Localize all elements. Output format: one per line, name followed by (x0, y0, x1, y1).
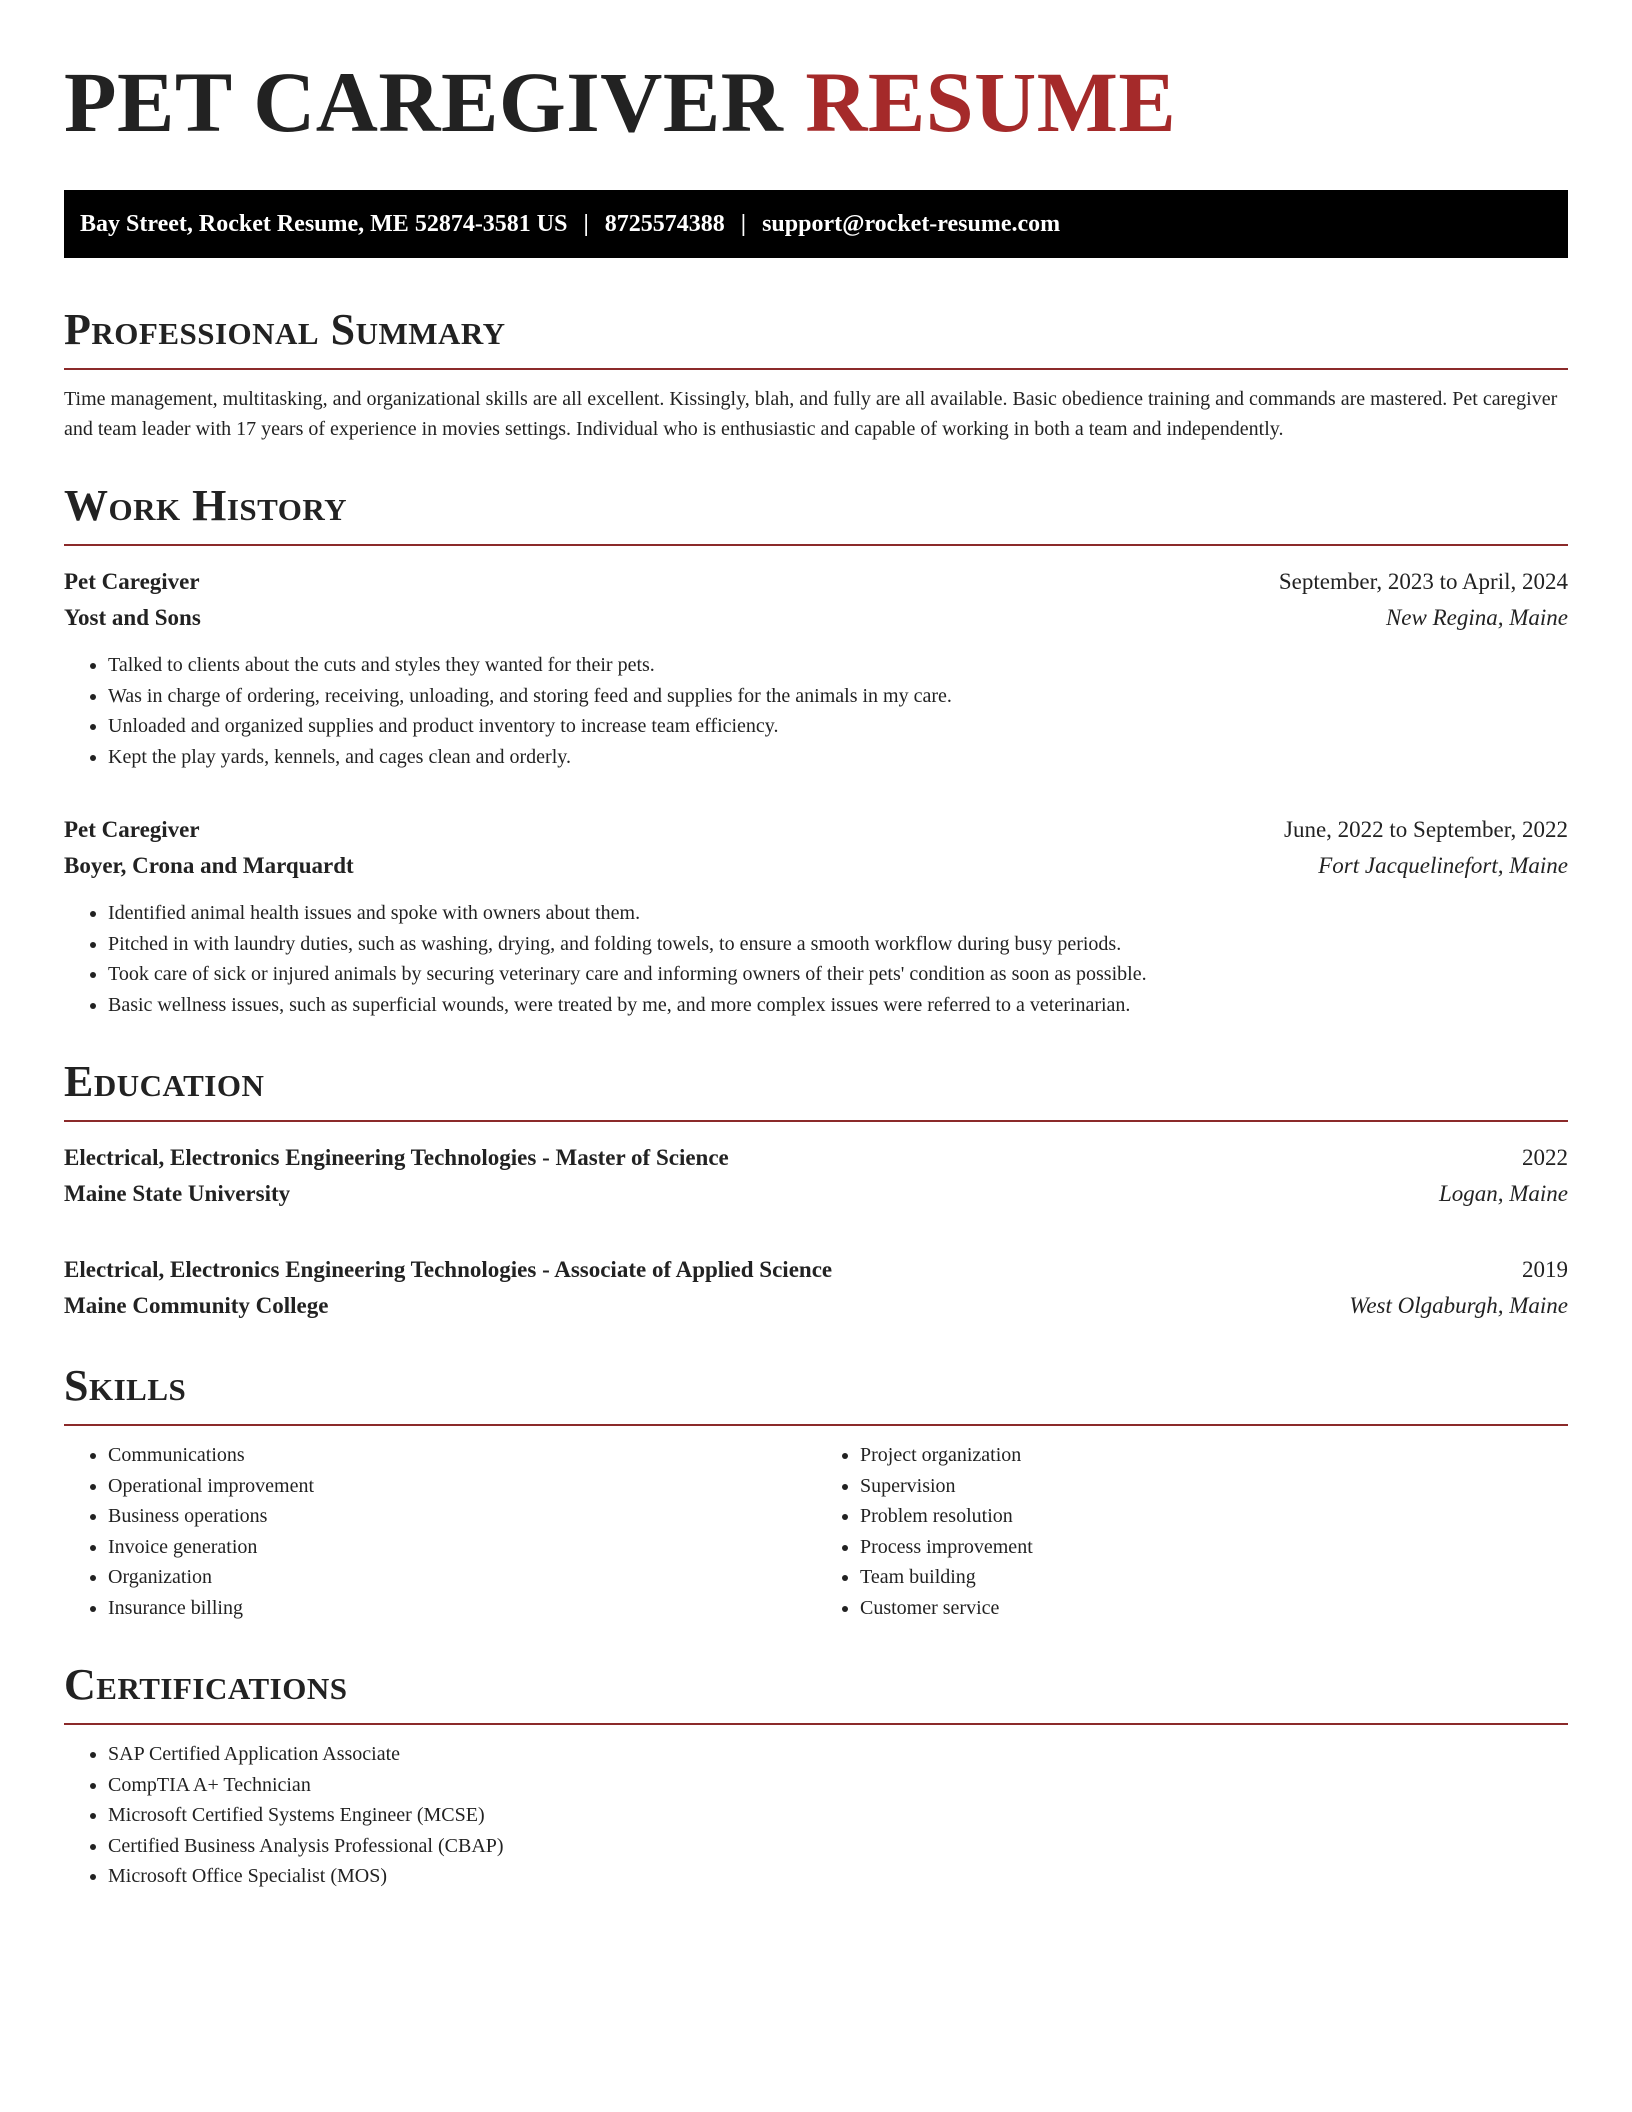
job-duty: • Pitched in with laundry duties, such as washing, drying, and folding towels, to ensure a smooth workflow during busy periods. (108, 929, 1568, 960)
job-title: Pet Caregiver (64, 817, 200, 842)
education-entry (64, 1140, 1568, 1212)
job-location: Fort Jacquelinefort, Maine (1318, 853, 1568, 878)
certification-item: • Microsoft Office Specialist (MOS) (108, 1861, 1568, 1892)
skill-item: • Invoice generation (108, 1532, 816, 1563)
job-duty: • Took care of sick or injured animals by securing veterinary care and informing owners of their pets' condition as soon as possible. (108, 959, 1568, 990)
job-entry (64, 812, 1568, 1020)
skill-item: • Operational improvement (108, 1471, 816, 1502)
education-heading: Education (64, 1056, 1568, 1122)
contact-separator: | (583, 210, 589, 237)
job-duty: • Unloaded and organized supplies and product inventory to increase team efficiency. (108, 711, 1568, 742)
education-header-row (64, 1140, 1568, 1176)
job-duty: • Was in charge of ordering, receiving, unloading, and storing feed and supplies for the animals in my care. (108, 681, 1568, 712)
summary-text: Time management, multitasking, and organizational skills are all excellent. Kissingly, blah, and fully are all available. Basic obedience training and commands are mastered. Pet caregiver and team leader with 17 years of experience in movies settings. Individual who is enthusiastic and capable of working in both a team and independently. (64, 388, 1558, 440)
title-accent: RESUME (805, 54, 1177, 150)
skill-item: • Team building (860, 1562, 1568, 1593)
certifications-list (64, 1739, 1568, 1892)
summary-section (64, 304, 1568, 444)
job-duties-list (64, 898, 1568, 1020)
job-title: Pet Caregiver (64, 569, 200, 594)
contact-bar (64, 190, 1568, 258)
job-company-row (64, 600, 1568, 636)
contact-email: support@rocket-resume.com (762, 210, 1061, 237)
education-school: Maine State University (64, 1181, 291, 1206)
skills-heading: Skills (64, 1360, 1568, 1426)
contact-address: Bay Street, Rocket Resume, ME 52874-3581 US (80, 210, 568, 237)
job-company: Yost and Sons (64, 605, 201, 630)
skills-list-right (816, 1440, 1568, 1623)
job-entry (64, 564, 1568, 772)
job-dates: September, 2023 to April, 2024 (1278, 569, 1568, 594)
education-header-row (64, 1252, 1568, 1288)
education-school-row (64, 1176, 1568, 1212)
education-school: Maine Community College (64, 1293, 329, 1318)
education-location: West Olgaburgh, Maine (1349, 1293, 1568, 1318)
skill-item: • Communications (108, 1440, 816, 1471)
job-company-row (64, 848, 1568, 884)
skills-list-left (64, 1440, 816, 1623)
certification-item: • SAP Certified Application Associate (108, 1739, 1568, 1770)
contact-separator: | (740, 210, 747, 237)
education-school-row (64, 1288, 1568, 1324)
skills-grid (64, 1440, 1568, 1623)
job-header-row (64, 564, 1568, 600)
work-history-heading: Work History (64, 480, 1568, 546)
certifications-section (64, 1659, 1568, 1892)
summary-heading: Professional Summary (64, 304, 1568, 370)
job-dates: June, 2022 to September, 2022 (1284, 817, 1568, 842)
job-duty: • Kept the play yards, kennels, and cages clean and orderly. (108, 742, 1568, 773)
education-degree: Electrical, Electronics Engineering Technologies - Associate of Applied Science (64, 1257, 833, 1282)
education-location: Logan, Maine (1438, 1181, 1568, 1206)
skill-item: • Supervision (860, 1471, 1568, 1502)
skill-item: • Business operations (108, 1501, 816, 1532)
skill-item: • Customer service (860, 1593, 1568, 1624)
work-history-section (64, 480, 1568, 1020)
certification-item: • Microsoft Certified Systems Engineer (MCSE) (108, 1800, 1568, 1831)
job-company: Boyer, Crona and Marquardt (64, 853, 354, 878)
job-header-row (64, 812, 1568, 848)
job-duty: • Talked to clients about the cuts and styles they wanted for their pets. (108, 650, 1568, 681)
certification-item: • CompTIA A+ Technician (108, 1770, 1568, 1801)
skill-item: • Process improvement (860, 1532, 1568, 1563)
skills-section (64, 1360, 1568, 1623)
education-entry (64, 1252, 1568, 1324)
education-degree: Electrical, Electronics Engineering Technologies - Master of Science (64, 1145, 729, 1170)
job-duty: • Identified animal health issues and spoke with owners about them. (108, 898, 1568, 929)
resume-title (64, 52, 1568, 152)
certifications-heading: Certifications (64, 1659, 1568, 1725)
title-main: PET CAREGIVER (64, 54, 784, 150)
education-section (64, 1056, 1568, 1324)
job-location: New Regina, Maine (1385, 605, 1568, 630)
job-duty: • Basic wellness issues, such as superficial wounds, were treated by me, and more complex issues were referred to a veterinarian. (108, 990, 1568, 1021)
job-duties-list (64, 650, 1568, 772)
skill-item: • Project organization (860, 1440, 1568, 1471)
education-year: 2022 (1522, 1145, 1568, 1170)
skill-item: • Insurance billing (108, 1593, 816, 1624)
skill-item: • Problem resolution (860, 1501, 1568, 1532)
skill-item: • Organization (108, 1562, 816, 1593)
contact-phone: 8725574388 (604, 210, 725, 237)
certification-item: • Certified Business Analysis Professional (CBAP) (108, 1831, 1568, 1862)
education-year: 2019 (1522, 1257, 1568, 1282)
